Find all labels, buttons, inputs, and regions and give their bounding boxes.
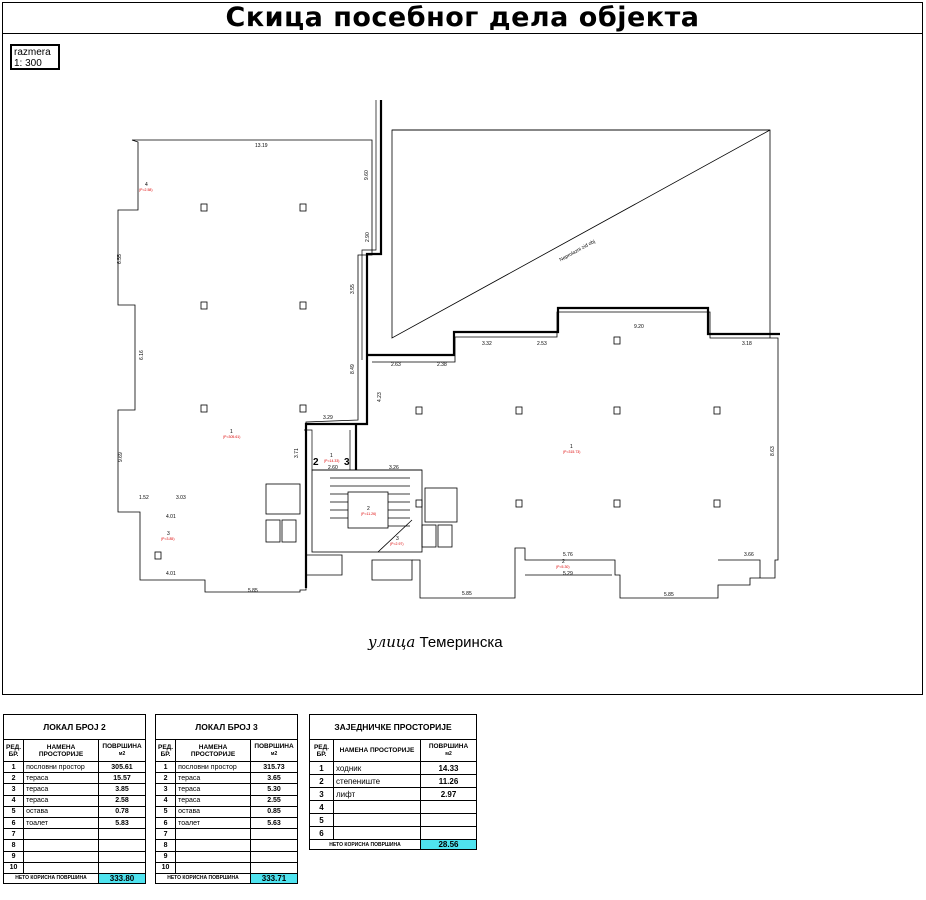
table-row: 1 пословни простор 315.73 [156, 762, 298, 773]
col-header-name: НАМЕНА ПРОСТОРИЈЕ [176, 740, 251, 762]
table-row: 3 тераса 3.85 [4, 784, 146, 795]
col-header-num: РЕД. БР. [156, 740, 176, 762]
table-row: 7 [156, 829, 298, 840]
dim-top: 13.19 [255, 143, 268, 149]
table-row: 8 [156, 840, 298, 851]
table-row: 8 [4, 840, 146, 851]
dim-329: 3.29 [323, 415, 333, 421]
dim-318: 3.18 [742, 341, 752, 347]
neighbour-triangle [392, 130, 770, 338]
table-row: 2 тераса 3.65 [156, 773, 298, 784]
room-l4-area: (P=2.58) [139, 188, 153, 192]
room-lift-area: (P=2.97) [390, 542, 404, 546]
dim-960: 9.60 [364, 170, 370, 180]
table-row: 5 остава 0.78 [4, 806, 146, 817]
room-stair-num: 2 [367, 506, 370, 512]
room-r-terrace-num: 2 [562, 559, 565, 565]
stair-diagonal [378, 520, 412, 552]
party-wall-right [367, 308, 780, 355]
scale-value: 1: 300 [14, 58, 42, 69]
left-terrace-outline [306, 555, 342, 575]
dim-355: 3.55 [350, 284, 356, 294]
footer-total: 333.71 [251, 873, 298, 883]
dim-263: 2.63 [391, 362, 401, 368]
dim-260: 2.60 [328, 465, 338, 471]
scale-label: razmera [14, 47, 51, 58]
footer-label: НЕТО КОРИСНА ПОВРШИНА [156, 873, 251, 883]
dim-401: 4.01 [166, 514, 176, 520]
dim-238: 2.38 [437, 362, 447, 368]
right-storage-1 [422, 525, 436, 547]
room-hall-area: (P=14.33) [324, 459, 340, 463]
table-row: 9 [156, 851, 298, 862]
street-name: Темеринска [419, 634, 503, 651]
table-row: 6 тоалет 5.63 [156, 817, 298, 828]
room-l4-num: 4 [145, 182, 148, 188]
street-label [368, 633, 503, 651]
table-unit-2 [3, 714, 146, 884]
dim-303: 3.03 [176, 495, 186, 501]
table-row: 5 [310, 814, 477, 827]
dim-863: 8.63 [770, 446, 776, 456]
unit-marker-right: 3 [344, 457, 350, 468]
dim-152: 1.52 [139, 495, 149, 501]
col-header-area: ПОВРШИНА м2 [99, 740, 146, 762]
room-left-main-area: (P=305.61) [223, 435, 241, 439]
dim-616: 6.16 [139, 350, 145, 360]
col-header-num: РЕД. БР. [310, 740, 334, 762]
room-left-main-num: 1 [230, 429, 233, 435]
table-row: 1 пословни простор 305.61 [4, 762, 146, 773]
unit-marker-left: 2 [313, 457, 319, 468]
table-row: 4 [310, 801, 477, 814]
room-right-main-area: (P=315.73) [563, 450, 581, 454]
table-row: 6 тоалет 5.83 [4, 817, 146, 828]
room-lift-num: 3 [396, 536, 399, 542]
room-right-main-num: 1 [570, 444, 573, 450]
room-l-terrace-area: (P=3.85) [161, 537, 175, 541]
footer-label: НЕТО КОРИСНА ПОВРШИНА [310, 840, 421, 850]
room-hall-num: 1 [330, 453, 333, 459]
pillars [155, 204, 720, 559]
col-header-name: НАМЕНА ПРОСТОРИЈЕ [334, 740, 421, 762]
dim-423: 4.23 [377, 392, 383, 402]
left-storage-2 [282, 520, 296, 542]
dim-326: 3.26 [389, 465, 399, 471]
right-terrace-2 [718, 560, 760, 578]
table-row: 6 [310, 827, 477, 840]
dim-232: 3.32 [482, 341, 492, 347]
dim-371: 3.71 [294, 448, 300, 458]
room-l-terrace-num: 3 [167, 531, 170, 537]
table-row: 3 лифт 2.97 [310, 788, 477, 801]
table-row: 3 тераса 5.30 [156, 784, 298, 795]
right-toilet-room [425, 488, 457, 522]
dim-diag: Neprolazni zid obj [558, 238, 597, 264]
dim-920: 9.20 [634, 324, 644, 330]
drawing-title: Скица посебног дела објекта [225, 2, 700, 33]
dim-585c: 5.85 [664, 592, 674, 598]
col-header-num: РЕД. БР. [4, 740, 24, 762]
right-storage-2 [438, 525, 452, 547]
table-row: 9 [4, 851, 146, 862]
street-prefix: улица [368, 633, 416, 651]
dim-401b: 4.01 [166, 571, 176, 577]
table-row: 7 [4, 829, 146, 840]
dim-253: 2.53 [537, 341, 547, 347]
table-row: 5 остава 0.85 [156, 806, 298, 817]
footer-total: 333.80 [99, 873, 146, 883]
left-toilet-room [266, 484, 300, 514]
dim-969: 9.69 [118, 452, 124, 462]
stair-lines [312, 470, 422, 526]
footer-label: НЕТО КОРИСНА ПОВРШИНА [4, 873, 99, 883]
left-storage-1 [266, 520, 280, 542]
dim-585b: 5.85 [462, 591, 472, 597]
table-title: ЗАЈЕДНИЧКЕ ПРОСТОРИЈЕ [310, 715, 477, 740]
dim-576: 5.76 [563, 552, 573, 558]
table-title: ЛОКАЛ БРОЈ 3 [156, 715, 298, 740]
table-row: 10 [4, 862, 146, 873]
table-common-rooms [309, 714, 477, 850]
lower-core-extension [372, 560, 412, 580]
left-unit-outline [118, 140, 372, 592]
room-stair-area: (P=11.26) [361, 512, 377, 516]
dim-290: 2.90 [365, 232, 371, 242]
table-row: 2 тераса 15.57 [4, 773, 146, 784]
table-row: 2 степениште 11.26 [310, 775, 477, 788]
col-header-name: НАМЕНА ПРОСТОРИЈЕ [24, 740, 99, 762]
table-unit-3 [155, 714, 298, 884]
dim-655: 6.55 [117, 254, 123, 264]
dim-529: 5.29 [563, 571, 573, 577]
dim-585a: 5.85 [248, 588, 258, 594]
table-title: ЛОКАЛ БРОЈ 2 [4, 715, 146, 740]
table-row: 1 ходник 14.33 [310, 762, 477, 775]
table-row: 4 тераса 2.58 [4, 795, 146, 806]
table-row: 10 [156, 862, 298, 873]
footer-total: 28.56 [421, 840, 477, 850]
dim-849: 8.49 [350, 364, 356, 374]
room-r-terrace-area: (P=5.30) [556, 565, 570, 569]
col-header-area: ПОВРШИНА м2 [251, 740, 298, 762]
table-row: 4 тераса 2.55 [156, 795, 298, 806]
col-header-area: ПОВРШИНА м2 [421, 740, 477, 762]
dim-366: 3.66 [744, 552, 754, 558]
